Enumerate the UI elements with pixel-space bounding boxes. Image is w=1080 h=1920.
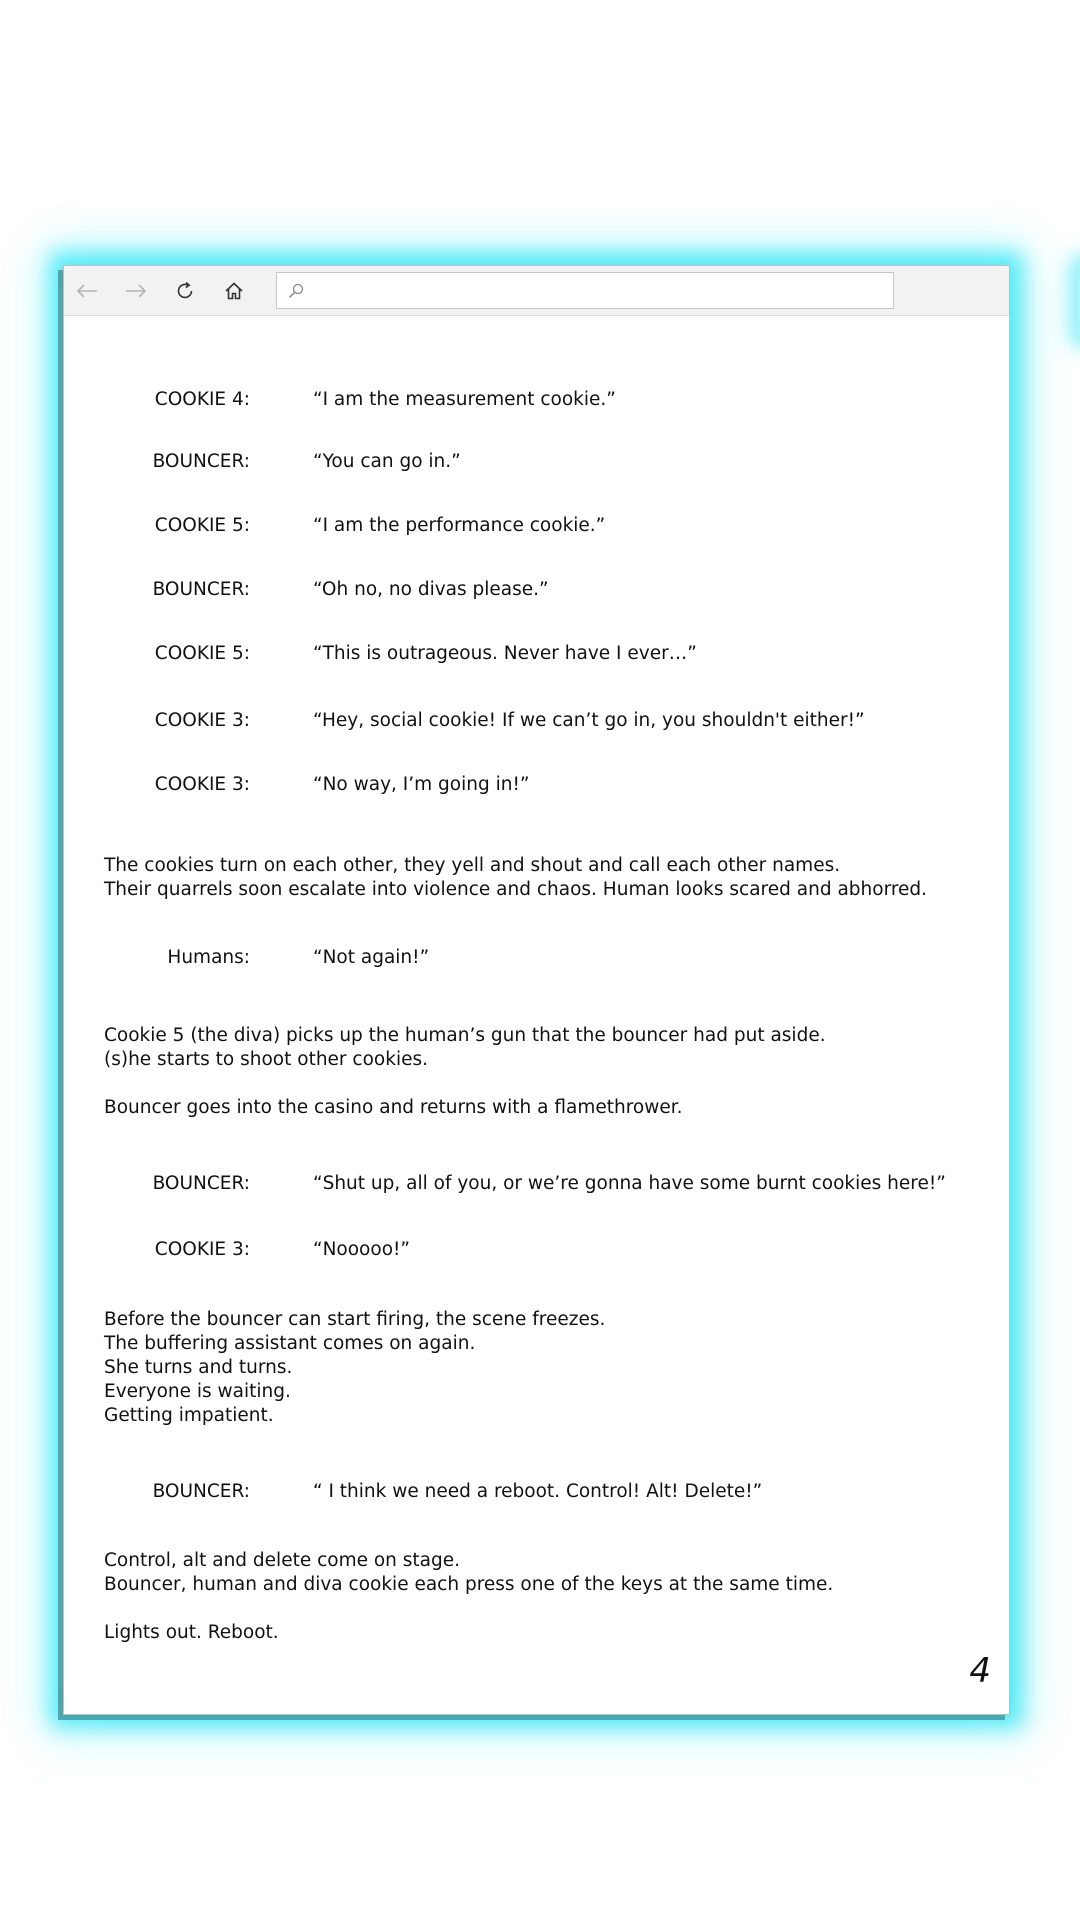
speech-line: “Oh no, no divas please.” [313, 579, 549, 600]
browser-window [63, 265, 1010, 1715]
speech-line: “Shut up, all of you, or we’re gonna have some burnt cookies here!” [313, 1173, 946, 1194]
speech-line: “Hey, social cookie! If we can’t go in, you shouldn't either!” [313, 710, 865, 731]
stage-direction: (s)he starts to shoot other cookies. [104, 1049, 428, 1070]
speaker-label: BOUNCER: [152, 451, 250, 472]
refresh-icon [175, 281, 195, 301]
arrow-right-icon [125, 283, 147, 299]
speaker-label: BOUNCER: [152, 1173, 250, 1194]
stage-direction: Control, alt and delete come on stage. [104, 1550, 461, 1571]
arrow-left-icon [76, 283, 98, 299]
speaker-label: COOKIE 3: [154, 710, 250, 731]
stage-direction: The buffering assistant comes on again. [104, 1333, 476, 1354]
speech-line: “ I think we need a reboot. Control! Alt! Delete!” [313, 1481, 763, 1502]
speaker-label: COOKIE 3: [154, 774, 250, 795]
script-page [64, 315, 1009, 1713]
home-button[interactable] [219, 276, 249, 306]
refresh-button[interactable] [170, 276, 200, 306]
address-input[interactable] [311, 275, 893, 307]
speaker-label: BOUNCER: [152, 1481, 250, 1502]
stage-direction: Getting impatient. [104, 1405, 274, 1426]
stage-direction: Lights out. Reboot. [104, 1622, 279, 1643]
stage-direction: She turns and turns. [104, 1357, 293, 1378]
speech-line: “Not again!” [313, 947, 430, 968]
stage-direction: Before the bouncer can start firing, the scene freezes. [104, 1309, 606, 1330]
stage-direction: Bouncer goes into the casino and returns with a flamethrower. [104, 1097, 683, 1118]
page-number: 4 [969, 1651, 991, 1691]
stage-direction: Bouncer, human and diva cookie each press one of the keys at the same time. [104, 1574, 834, 1595]
speech-line: “You can go in.” [313, 451, 461, 472]
speaker-label: COOKIE 4: [154, 389, 250, 410]
speaker-label: Humans: [167, 947, 250, 968]
browser-toolbar [64, 266, 1009, 316]
speaker-label: COOKIE 5: [154, 643, 250, 664]
forward-button[interactable] [121, 276, 151, 306]
stage-direction: Cookie 5 (the diva) picks up the human’s gun that the bouncer had put aside. [104, 1025, 826, 1046]
home-icon [224, 281, 244, 301]
stage-direction: Their quarrels soon escalate into violence and chaos. Human looks scared and abhorred. [104, 879, 928, 900]
speech-line: “Nooooo!” [313, 1239, 411, 1260]
back-button[interactable] [72, 276, 102, 306]
speaker-label: COOKIE 3: [154, 1239, 250, 1260]
speech-line: “I am the measurement cookie.” [313, 389, 616, 410]
search-icon [287, 282, 305, 300]
speech-line: “This is outrageous. Never have I ever…” [313, 643, 697, 664]
speech-line: “No way, I’m going in!” [313, 774, 530, 795]
address-bar[interactable] [276, 272, 894, 309]
stage-direction: The cookies turn on each other, they yell and shout and call each other names. [104, 855, 841, 876]
speaker-label: COOKIE 5: [154, 515, 250, 536]
speech-line: “I am the performance cookie.” [313, 515, 606, 536]
speaker-label: BOUNCER: [152, 579, 250, 600]
stage-direction: Everyone is waiting. [104, 1381, 291, 1402]
